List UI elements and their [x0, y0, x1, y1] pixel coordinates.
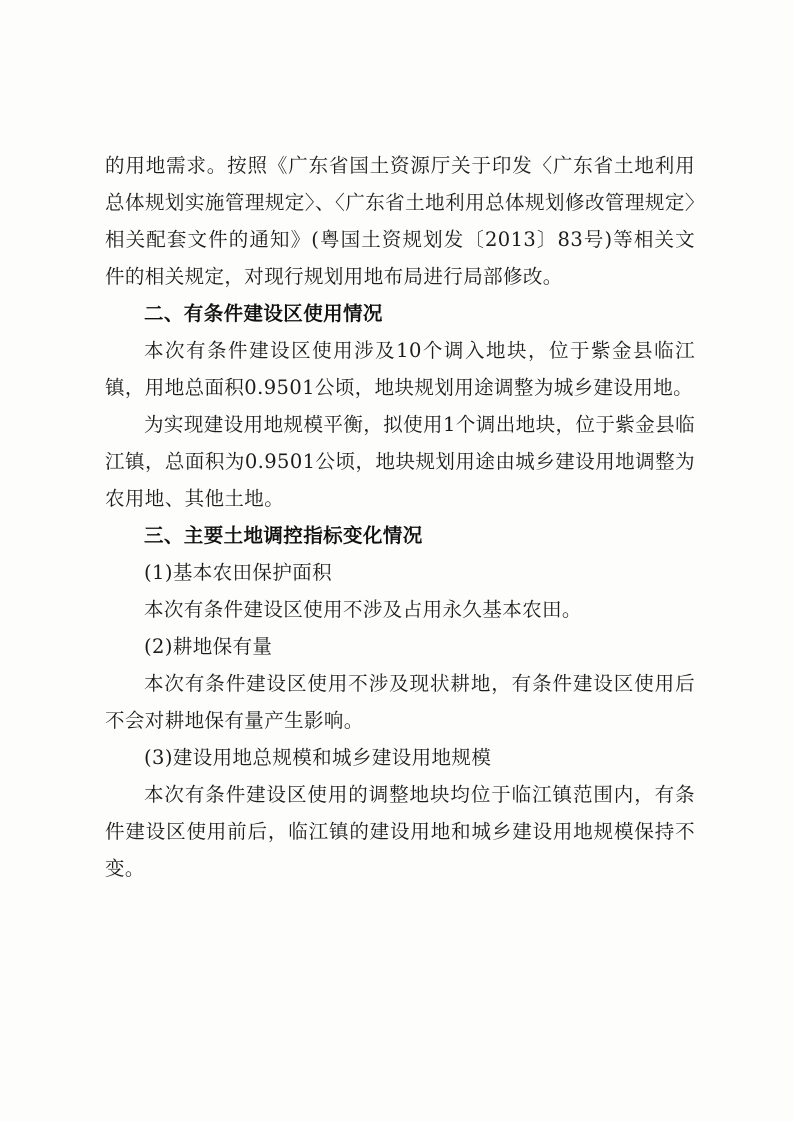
subheading-construction-land-scale: (3)建设用地总规模和城乡建设用地规模	[144, 746, 492, 769]
paragraph-land-demand: 的用地需求。按照《广东省国土资源厅关于印发〈广东省土地利用总体规划实施管理规定〉、〈广东省土地利用总体规划修改管理规定〉相关配套文件的通知》(粤国土资规划发〔2013〕83号)等相关文件的相关规定，对现行规划用地布局进行局部修改。	[105, 154, 695, 288]
paragraph-transfer-out-plots: 为实现建设用地规模平衡，拟使用1个调出地块，位于紫金县临江镇，总面积为0.9501公顷，地块规划用途由城乡建设用地调整为农用地、其他土地。	[105, 413, 695, 510]
subheading-basic-farmland: (1)基本农田保护面积	[144, 561, 333, 584]
document-body	[105, 147, 695, 887]
paragraph-transfer-in-plots: 本次有条件建设区使用涉及10个调入地块，位于紫金县临江镇，用地总面积0.9501公顷，地块规划用途调整为城乡建设用地。	[105, 339, 695, 399]
section-heading-conditional-construction-zone: 二、有条件建设区使用情况	[144, 302, 383, 325]
subheading-cultivated-land: (2)耕地保有量	[144, 635, 273, 658]
paragraph-construction-land-scale: 本次有条件建设区使用的调整地块均位于临江镇范围内，有条件建设区使用前后，临江镇的建设用地和城乡建设用地规模保持不变。	[105, 783, 695, 880]
paragraph-basic-farmland: 本次有条件建设区使用不涉及占用永久基本农田。	[144, 598, 582, 621]
section-heading-land-control-indicators: 三、主要土地调控指标变化情况	[144, 524, 423, 547]
paragraph-cultivated-land: 本次有条件建设区使用不涉及现状耕地，有条件建设区使用后不会对耕地保有量产生影响。	[105, 672, 695, 732]
